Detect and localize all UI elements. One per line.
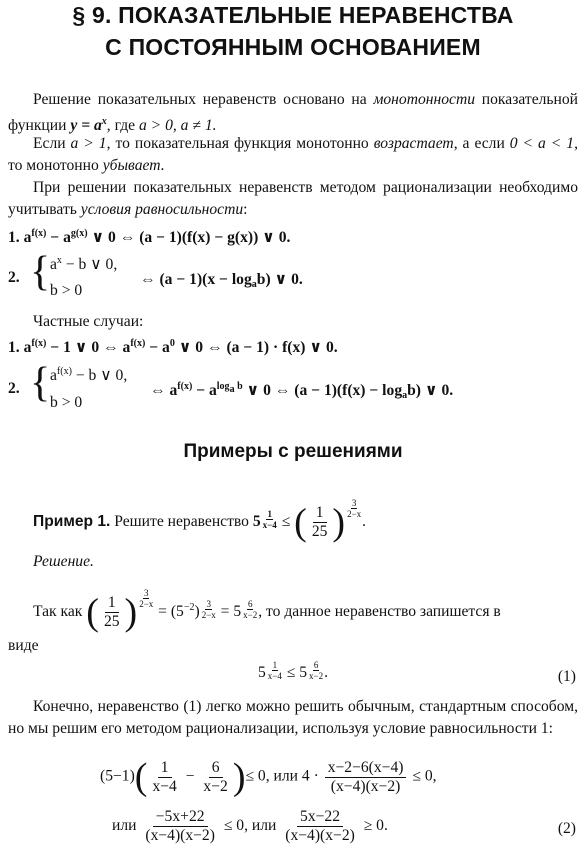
since-continuation: виде [8, 637, 39, 654]
special-case-2-brace: { [30, 360, 51, 406]
since-expression: Так как ( $\frac{1}{25}$ ) $\frac{3}{2-x}$ = $(5^{-2})$ $\frac{3}{2-x}$ = 5 $\frac{6}{x-2}$ , то данное неравенство запишется в [33, 588, 501, 634]
rule-2-system-line1: $a^x - b$ ∨ 0, [50, 255, 118, 273]
rationalized-line-1: (5−1)( $\frac{1}{x-4}$ − $\frac{6}{x-2}$ )≤ 0, или 4 · $\frac{x-2-6(x-4)}{(x-4)(x-2)}$ ≤ 0, [100, 756, 437, 798]
special-case-2-system-line2: b > 0 [50, 394, 83, 411]
rule-2-number: 2. [8, 269, 20, 286]
rationalized-line-2: или $\frac{-5x+22}{(x-4)(x-2)}$ ≤ 0, или $\frac{5x-22}{(x-4)(x-2)}$ ≥ 0. [112, 808, 388, 844]
section-title-line1: § 9. ПОКАЗАТЕЛЬНЫЕ НЕРАВЕНСТВА [72, 2, 514, 28]
equation-2-number: (2) [557, 820, 576, 837]
rule-2-brace: { [30, 249, 51, 295]
special-case-2-number: 2. [8, 380, 20, 397]
equation-1-number: (1) [557, 668, 576, 685]
rule-2-equivalence: ⇔ $(a - 1)(x - \log_ab)$ ∨ 0. [140, 271, 303, 290]
rule-2-system-line2: b > 0 [50, 282, 83, 299]
example-1-statement: Пример 1. Решите неравенство 5 $\frac{1}{x-4}$ ≤ ( $\frac{1}{25}$ ) $\frac{3}{2-x}$ . [33, 498, 367, 544]
section-title-line2: С ПОСТОЯННЫМ ОСНОВАНИЕМ [105, 34, 481, 60]
rationalization-paragraph: Конечно, неравенство (1) легко можно решить обычным, стандартным способом, но мы решим его методом рационализации, используя условие равносильности 1: [8, 698, 578, 737]
intro-paragraph-1: Решение показательных неравенств основано на монотонности показательной функции $y = a^x$, где a > 0, a ≠ 1. [8, 91, 578, 134]
solution-label: Решение. [33, 553, 94, 570]
intro-paragraph-2: Если a > 1, то показательная функция монотонно возрастает, а если 0 < a < 1, то монотонно убывает. [8, 135, 578, 174]
special-cases-heading: Частные случаи: [33, 313, 144, 330]
intro-paragraph-3: При решении показательных неравенств методом рационализации необходимо учитывать условия равносильности: [8, 179, 578, 218]
special-case-2-system-line1: $a^{f(x)} - b$ ∨ 0, [50, 366, 128, 384]
rule-1: 1. $a^{f(x)} - a^{g(x)}$ ∨ 0 ⇔ (a − 1)(f(x) − g(x)) ∨ 0. [8, 228, 291, 246]
examples-heading: Примеры с решениями [183, 441, 403, 462]
special-case-2-equivalence: ⇔ $a^{f(x)} - a^{log_a b}$ ∨ 0 ⇔ $(a - 1)(f(x) - \log_ab)$ ∨ 0. [150, 381, 454, 401]
equation-1: 5 $\frac{1}{x-4}$ ≤ 5 $\frac{6}{x-2}$ . [258, 660, 329, 681]
special-case-1: 1. $a^{f(x)} - 1$ ∨ 0 ⇔ $a^{f(x)} - a^0$ ∨ 0 ⇔ (a − 1) · f(x) ∨ 0. [8, 338, 338, 356]
